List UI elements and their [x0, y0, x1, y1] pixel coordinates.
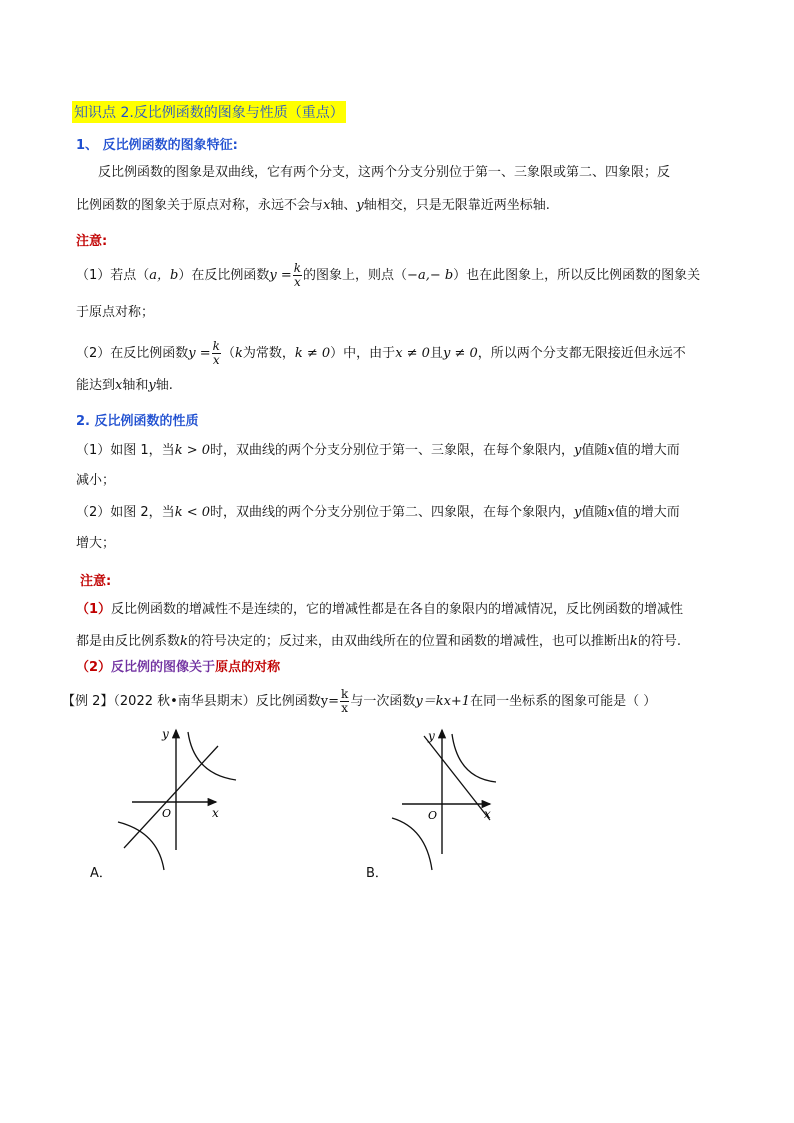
note-2-2: （2）反比例的图像关于原点的对称 [76, 660, 281, 675]
property-1: （1）如图 1，当k > 0时，双曲线的两个分支分别位于第一、三象限，在每个象限内，y值随x值的增大而 [76, 443, 680, 458]
y-axis-label: y [428, 729, 435, 743]
option-a-label[interactable]: A． [90, 866, 112, 881]
note-1-cont: 于原点对称； [76, 305, 155, 320]
example-question: 【例 2】（2022 秋•南华县期末）反比例函数y= $\frac{k}{x}$ 与一次函数y＝kx+1在同一坐标系的图象可能是（ ） [62, 687, 657, 715]
hyperbola-branch-1 [452, 734, 496, 782]
hyperbola-branch-1 [188, 732, 236, 780]
paragraph-line: 比例函数的图象关于原点对称，永远不会与x轴、y轴相交，只是无限靠近两坐标轴. [76, 198, 550, 213]
property-1-cont: 减小； [76, 473, 116, 488]
option-b-label[interactable]: B． [366, 866, 388, 881]
property-2-cont: 增大； [76, 536, 116, 551]
note-1: （1）若点（a，b）在反比例函数y = $\frac{k}{x}$ 的图象上，则点（−a,− b）也在此图象上，所以反比例函数的图象关 [76, 261, 701, 289]
paragraph-line: 反比例函数的图象是双曲线，它有两个分支，这两个分支分别位于第一、三象限或第二、四象限；反 [98, 165, 671, 180]
origin-label: O [428, 809, 438, 822]
note-label-2: 注意: [80, 574, 112, 589]
note-2-1: （1）反比例函数的增减性不是连续的，它的增减性都是在各自的象限内的增减情况，反比例函数的增减性 [76, 602, 684, 617]
note-2-cont: 能达到x轴和y轴. [76, 378, 173, 393]
x-axis-label: x [484, 807, 491, 821]
fraction-k-over-x: $\frac{k}{x}$ [212, 339, 220, 367]
note-label: 注意: [76, 234, 108, 249]
fraction-k-over-x: $\frac{k}{x}$ [293, 261, 302, 289]
section2-title: 2. 反比例函数的性质 [76, 414, 199, 429]
section-heading: 知识点 2.反比例函数的图象与性质（重点） [72, 101, 346, 123]
property-2: （2）如图 2，当k < 0时，双曲线的两个分支分别位于第二、四象限，在每个象限内，y值随x值的增大而 [76, 505, 680, 520]
x-axis-label: x [212, 806, 219, 820]
linear-function-line [124, 746, 218, 848]
section1-title: 1、 反比例函数的图象特征: [76, 138, 238, 153]
hyperbola-branch-2 [392, 818, 432, 870]
y-axis-label: y [162, 727, 169, 741]
figure-option-b[interactable] [372, 722, 532, 872]
figure-option-a[interactable] [96, 722, 256, 872]
note-2: （2）在反比例函数y = $\frac{k}{x}$ （k为常数，k ≠ 0）中，由于x ≠ 0且y ≠ 0，所以两个分支都无限接近但永远不 [76, 339, 686, 367]
note-2-1-cont: 都是由反比例系数k的符号决定的；反过来，由双曲线所在的位置和函数的增减性，也可以推断出k的符号. [76, 634, 681, 649]
fraction-k-over-x: $\frac{k}{x}$ [341, 687, 349, 715]
origin-label: O [162, 807, 172, 820]
